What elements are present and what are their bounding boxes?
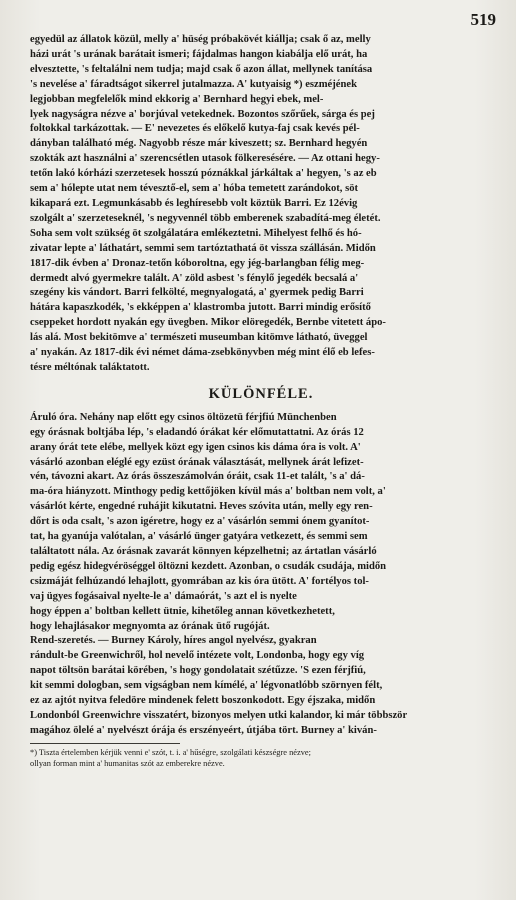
text-line: ez az ajtót nyitva feledöre mindenek felett boszonkodott. Egy éjszaka, midőn bbox=[30, 695, 376, 707]
text-line: elvesztette, 's feltalálni nem tudja; majd csak ő azon állat, mellynek tanítása bbox=[30, 63, 373, 75]
text-line: csizmáját felhúzandó lehajlott, gyomrában az kis óra ütött. A' fortélyos tol- bbox=[30, 575, 369, 587]
text-line: hátára kapaszkodék, 's ekképpen a' klastromba jutott. Barri mindig erősítő bbox=[30, 302, 371, 314]
text-line: vásárló azonban eléglé egy ezüst órának választását, mellynek árát lefizet- bbox=[30, 456, 364, 468]
text-line: egyedül az állatok közül, melly a' hüség próbakövét kiállja; csak ő az, melly bbox=[30, 34, 371, 45]
text-line: zivatar lepte a' láthatárt, semmi sem tartóztathatá öt vissza szállásán. Midőn bbox=[30, 242, 376, 254]
text-line: lás alá. Most bekitömve a' természeti museumban kitömve látható, üveggel bbox=[30, 332, 368, 344]
text-line: kikapará ezt. Legmunkásabb és leghíresebb volt köztük Barri. Ez 12évig bbox=[30, 197, 358, 209]
text-line: foltokkal tarkázottak. — E' nevezetes és előkelő kutya-faj csak kevés pél- bbox=[30, 123, 360, 135]
footnote bbox=[30, 747, 492, 769]
text-line: hogy éppen a' boltban kellett ütnie, kihetőleg annan következhetett, bbox=[30, 605, 335, 617]
text-line: magához ölelé a' nyelvészt órája és erszényeért, útjába tört. Burney a' kiván- bbox=[30, 724, 377, 736]
text-line: Áruló óra. Nehány nap előtt egy csinos öltözetü férjfiú Münchenben bbox=[30, 411, 337, 423]
text-line: legjobban megfelelők mind ekkorig a' Bernhard hegyi ebek, mel- bbox=[30, 93, 324, 105]
text-line: dermedt alvó gyermekre talált. A' zöld asbest 's fénylő jegedék becsalá a' bbox=[30, 272, 359, 284]
text-line: cseppeket hordott nyakán egy üvegben. Mikor elöregedék, Bernbe vitetett ápo- bbox=[30, 317, 386, 329]
text-line: vaj ügyes fogásaival nyelte-le a' dámaórát, 's azt el is nyelte bbox=[30, 590, 297, 602]
text-line: 's nevelése a' fáradtságot sikerrel jutalmazza. A' kutyaisig *) eszméjének bbox=[30, 78, 357, 90]
text-line: hogy lehajlásakor megnyomta az órának ütő rugóját. bbox=[30, 620, 270, 632]
footnote-divider bbox=[30, 743, 180, 744]
text-line: rándult-be Greenwichről, hol nevelő intézete volt, Londonba, hogy egy víg bbox=[30, 650, 365, 662]
text-line: napot töltsön barátai körében, 's hogy gondolatait szétűzze. 'S ezen férjfiú, bbox=[30, 665, 366, 677]
section-heading: KÜLÖNFÉLE. bbox=[208, 385, 314, 402]
footnote-line: *) Tiszta értelemben kérjük venni e' szót, t. i. a' hűségre, szolgálati készségre nézve; bbox=[30, 747, 311, 757]
paragraph-bernhard-dogs bbox=[30, 33, 492, 376]
text-line: ma-óra hiányzott. Minthogy pedig kettőjöken kívül más a' boltban nem volt, a' bbox=[30, 486, 386, 498]
text-line: találtatott nála. Az órásnak zavarát könnyen képzelhetni; az ártatlan vásárló bbox=[30, 546, 377, 557]
footnote-line: ollyan forman mint a' humanitas szót az emberekre nézve. bbox=[30, 758, 225, 768]
text-line: a' nyakán. Az 1817-dik évi német dáma-zsebkönyvben még mint élő eb lefes- bbox=[30, 347, 375, 359]
text-line: szokták azt használni a' szerencsétlen utasok fölkeresésére. — Az ottani hegy- bbox=[30, 153, 380, 165]
text-line: 1817-dik évben a' Dronaz-tetőn kóboroltna, egy jég-barlangban félig meg- bbox=[30, 257, 365, 269]
text-line: pedig egész hidegvéröséggel öltözni kezdett. Azonban, o csudák csudája, midőn bbox=[30, 560, 387, 572]
text-line: tetőn lakó kórházi szerzetesek hosszú póznákkal járkáltak a' hegyen, 's az eb bbox=[30, 168, 377, 180]
text-line: vásárlót kérte, engedné ruhájit kikutatni. Heves szóvita után, melly egy ren- bbox=[30, 501, 373, 513]
text-line: egy órásnak boltjába lép, 's eladandó órákat kér előmutattatni. Az órás 12 bbox=[30, 426, 364, 438]
text-line: házi urát 's urának barátait ismeri; fájdalmas hangon kiabálja elő urát, ha bbox=[30, 48, 368, 60]
text-line: Londonból Greenwichre visszatért, bizonyos melyen utki kalandor, ki már többször bbox=[30, 709, 408, 721]
text-line: vén, távozni akart. Az órás összeszámolván óráit, csak 11-et talált, 's a' dá- bbox=[30, 471, 365, 483]
text-line: szolgált a' szerzeteseknél, 's negyvennél több emberenek szabadítá-meg életét. bbox=[30, 212, 381, 224]
text-line: Rend-szeretés. — Burney Károly, híres angol nyelvész, gyakran bbox=[30, 635, 317, 647]
paragraph-watch-story bbox=[30, 411, 492, 635]
text-line: tésre méltónak taláktatott. bbox=[30, 361, 150, 373]
text-line: szegény kis vándort. Barri felkölté, megnyalogatá, a' gyermek pedig Barri bbox=[30, 287, 364, 299]
text-line: lyek nagyságra nézve a' borjúval vetekednek. Bozontos szőrűek, sárga és pej bbox=[30, 108, 375, 120]
paragraph-burney bbox=[30, 634, 492, 738]
text-line: kit semmi dologban, sem vigságban nem kímélé, a' légvonatlóbb szörnyen félt, bbox=[30, 680, 383, 692]
text-line: sem a' hólepte utat nem tévesztő-el, sem a' hóba temetett zarándokot, söt bbox=[30, 183, 359, 195]
text-line: Soha sem volt szükség öt szolgálatára emlékeztetni. Mihelyest felhő és hó- bbox=[30, 227, 362, 239]
text-line: tat, ha gyanúja valótalan, a' vásárló ünger gatyára vetkezett, és semmi sem bbox=[30, 531, 368, 543]
page-number: 519 bbox=[470, 10, 496, 29]
text-line: dányban található még. Nagyobb része már kiveszett; sz. Bernhard hegyén bbox=[30, 138, 368, 150]
text-line: arany órát tete elébe, mellyek közt egy igen csinos kis dáma óra is volt. A' bbox=[30, 441, 361, 453]
text-line: dőrt is oda csalt, 's azon igéretre, hogy ez a' vásárlón semmi ónem gyanítot- bbox=[30, 516, 370, 528]
